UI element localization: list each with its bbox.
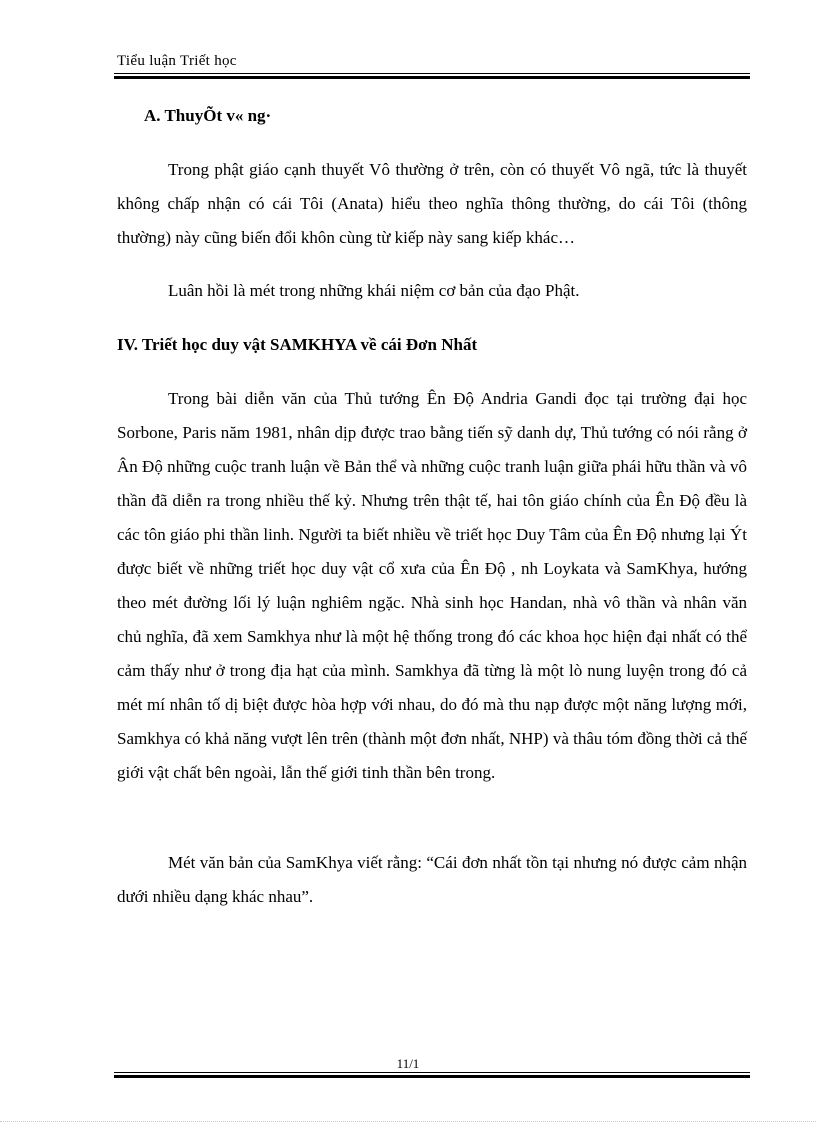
header-title: Tiểu luận Triết học xyxy=(117,53,237,69)
header-rule-thin xyxy=(114,73,750,74)
footer-rule-thick xyxy=(114,1075,750,1078)
section-heading-iv: IV. Triết học duy vật SAMKHYA về cái Đơn Nhất xyxy=(117,335,478,354)
page-edge-divider xyxy=(0,1121,816,1122)
page-number: 11/1 xyxy=(396,1056,420,1071)
paragraph-4: Mét văn bản của SamKhya viết rằng: “Cái đơn nhất tồn tại nhưng nó được cảm nhận dưới nhiều dạng khác nhau”. xyxy=(117,853,747,906)
paragraph-3: Trong bài diễn văn của Thủ tướng Ên Độ Andria Gandi đọc tại trường đại học Sorbone, Paris năm 1981, nhân dịp được trao bằng tiến sỹ danh dự, Thủ tướng có nói rằng ở Ân Độ những cuộc tranh luận về Bản thể và những cuộc tranh luận giữa phái hữu thần và vô thần đã diễn ra trong nhiều thế kỷ. Nhưng trên thật tế, hai tôn giáo chính của Ên Độ đều là các tôn giáo phi thần linh. Người ta biết nhiều về triết học Duy Tâm của Ên Độ nhưng lại Ýt được biết về những triết học duy vật cổ xưa của Ên Độ , nh Loykata và SamKhya, hướng theo mét đường lối lý luận nghiêm ngặc. Nhà sinh học Handan, nhà vô thần và nhân văn chủ nghĩa, đã xem Samkhya như là một hệ thống trong đó các khoa học hiện đại nhất có thể cảm thấy như ở trong địa hạt của mình. Samkhya đã từng là một lò nung luyện trong đó cả mét mí nhân tố dị biệt được hòa hợp với nhau, do đó mà thu nạp được một năng lượng mới, Samkhya có khả năng vượt lên trên (thành một đơn nhất, NHP) và thâu tóm đồng thời cả thế giới vật chất bên ngoài, lẫn thế giới tinh thần bên trong. xyxy=(117,389,747,782)
header-rule-thick xyxy=(114,76,750,79)
footer-rule-thin xyxy=(114,1072,750,1073)
section-heading-a: A. ThuyÕt v« ng· xyxy=(144,106,272,125)
paragraph-2: Luân hồi là mét trong những khái niệm cơ bản của đạo Phật. xyxy=(168,281,580,300)
paragraph-1: Trong phật giáo cạnh thuyết Vô thường ở trên, còn có thuyết Vô ngã, tức là thuyết không chấp nhận có cái Tôi (Anata) hiểu theo nghĩa thông thường, do cái Tôi (thông thường) này cũng biến đổi khôn cùng từ kiếp này sang kiếp khác… xyxy=(117,160,747,247)
